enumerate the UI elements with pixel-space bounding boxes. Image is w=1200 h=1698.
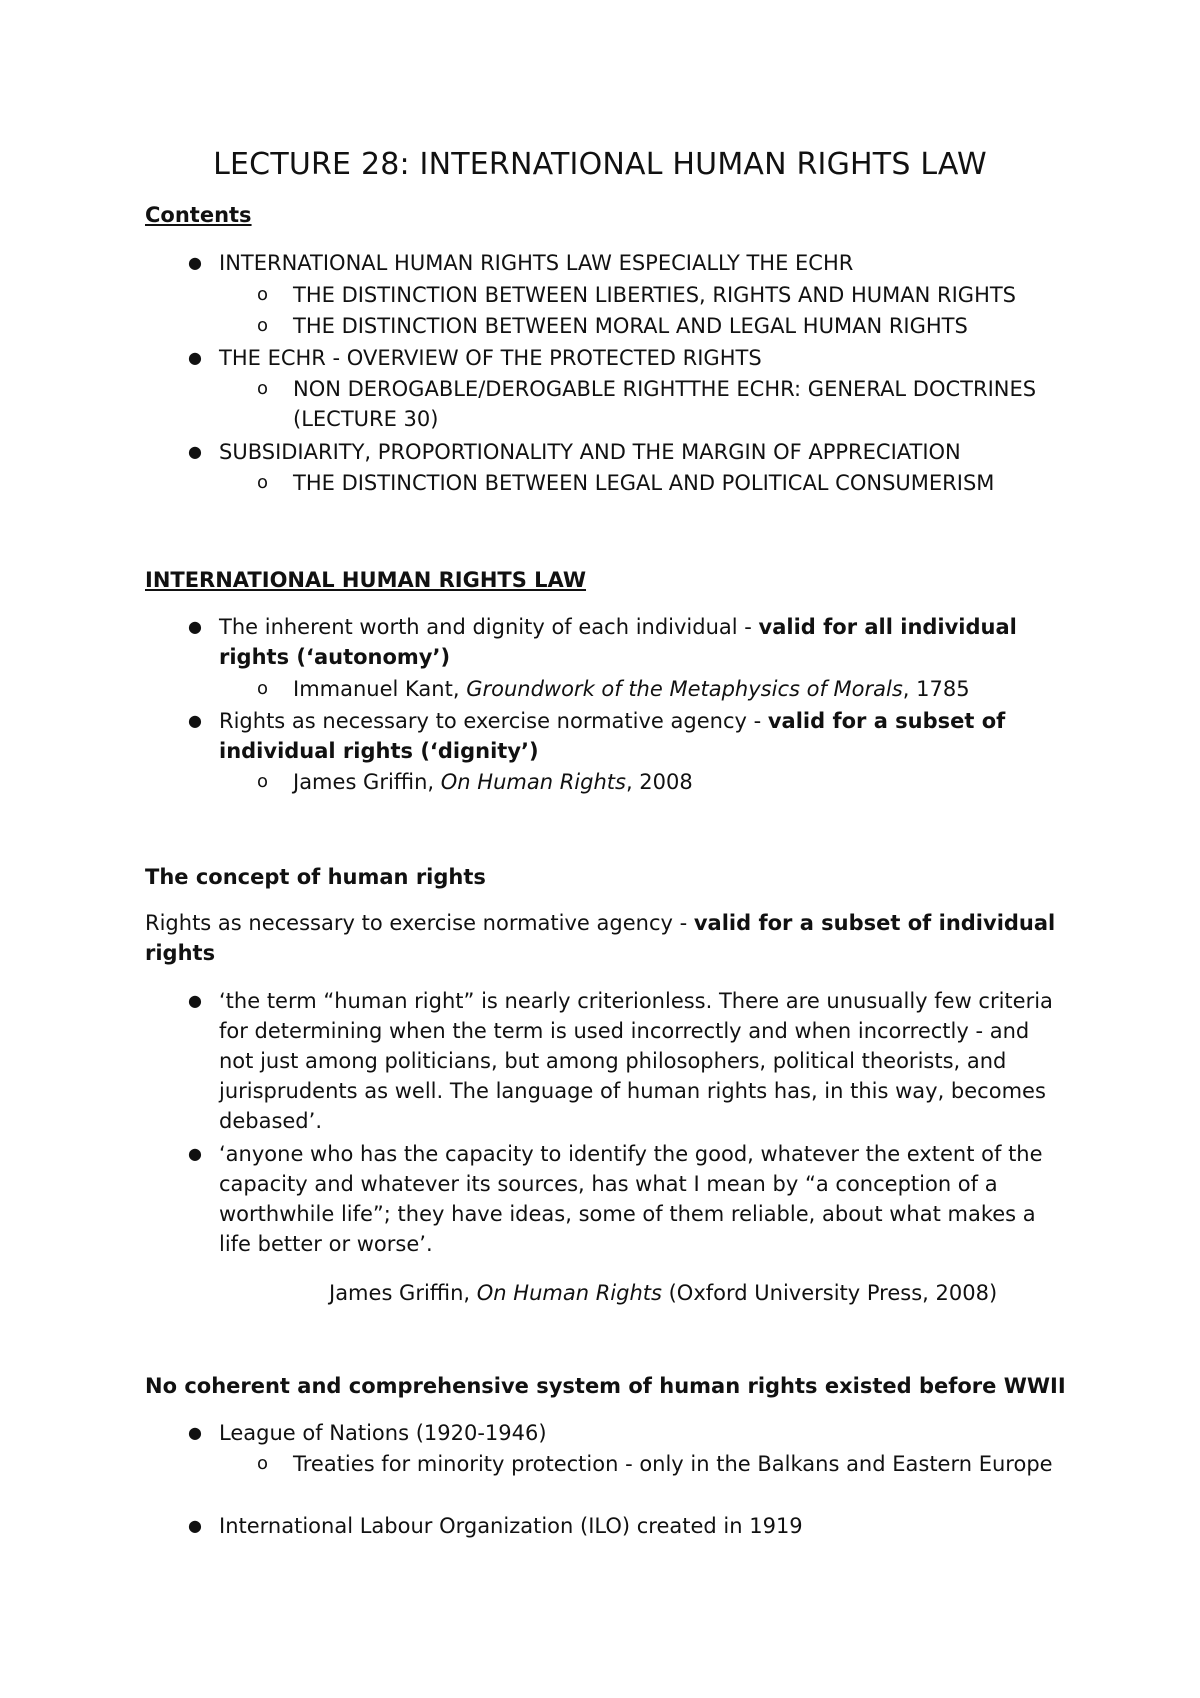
bullet-icon: ● [188, 1516, 202, 1535]
list-item: o THE DISTINCTION BETWEEN LEGAL AND POLITICAL CONSUMERISM [293, 468, 1063, 498]
circle-bullet-icon: o [257, 315, 269, 336]
bullet-icon: ● [188, 1423, 202, 1442]
circle-bullet-icon: o [257, 284, 269, 305]
circle-bullet-icon: o [257, 771, 269, 792]
list-item: ● SUBSIDIARITY, PROPORTIONALITY AND THE MARGIN OF APPRECIATION [219, 437, 1059, 467]
list-item: ● THE ECHR - OVERVIEW OF THE PROTECTED RIGHTS [219, 343, 1059, 373]
list-item: o Treaties for minority protection - only in the Balkans and Eastern Europe [293, 1449, 1063, 1479]
wwii-heading: No coherent and comprehensive system of human rights existed before WWII [145, 1374, 1066, 1398]
circle-bullet-icon: o [257, 1453, 269, 1474]
citation: James Griffin, On Human Rights (Oxford University Press, 2008) [329, 1281, 998, 1305]
quote-item: ● ‘the term “human right” is nearly criterionless. There are unusually few criteria for determining when the term is used incorrectly and when incorrectly - and not just among politicians, but among philosophers, political theorists, and jurisprudents as well. The language of human rights has, in this way, becomes debased’. [219, 986, 1059, 1136]
list-item: ● Rights as necessary to exercise normative agency - valid for a subset of individual rights (‘dignity’) [219, 706, 1059, 766]
bullet-icon: ● [188, 991, 202, 1010]
bullet-icon: ● [188, 253, 202, 272]
bullet-icon: ● [188, 711, 202, 730]
list-item: ● International Labour Organization (ILO) created in 1919 [219, 1511, 1059, 1541]
concept-intro: Rights as necessary to exercise normative agency - valid for a subset of individual rights [145, 911, 1056, 965]
list-item: ● INTERNATIONAL HUMAN RIGHTS LAW ESPECIALLY THE ECHR [219, 248, 1059, 278]
bullet-icon: ● [188, 442, 202, 461]
circle-bullet-icon: o [257, 378, 269, 399]
list-item: o NON DEROGABLE/DEROGABLE RIGHTTHE ECHR: GENERAL DOCTRINES (LECTURE 30) [293, 374, 1063, 434]
page-title: LECTURE 28: INTERNATIONAL HUMAN RIGHTS LAW [213, 147, 987, 182]
bullet-icon: ● [188, 1144, 202, 1163]
list-item: ● League of Nations (1920-1946) [219, 1418, 1059, 1448]
list-item: ● The inherent worth and dignity of each individual - valid for all individual rights (‘autonomy’) [219, 612, 1059, 672]
list-item: o THE DISTINCTION BETWEEN MORAL AND LEGAL HUMAN RIGHTS [293, 311, 1063, 341]
bullet-icon: ● [188, 617, 202, 636]
ihrl-heading: INTERNATIONAL HUMAN RIGHTS LAW [145, 568, 587, 592]
list-item: o Immanuel Kant, Groundwork of the Metaphysics of Morals, 1785 [293, 674, 1063, 704]
contents-heading: Contents [145, 203, 252, 227]
list-item: o James Griffin, On Human Rights, 2008 [293, 767, 1063, 797]
bullet-icon: ● [188, 348, 202, 367]
concept-heading: The concept of human rights [145, 865, 486, 889]
circle-bullet-icon: o [257, 678, 269, 699]
list-item: o THE DISTINCTION BETWEEN LIBERTIES, RIGHTS AND HUMAN RIGHTS [293, 280, 1063, 310]
circle-bullet-icon: o [257, 472, 269, 493]
quote-item: ● ‘anyone who has the capacity to identify the good, whatever the extent of the capacity and whatever its sources, has what I mean by “a conception of a worthwhile life”; they have ideas, some of them reliable, about what makes a life better or worse’. [219, 1139, 1059, 1259]
